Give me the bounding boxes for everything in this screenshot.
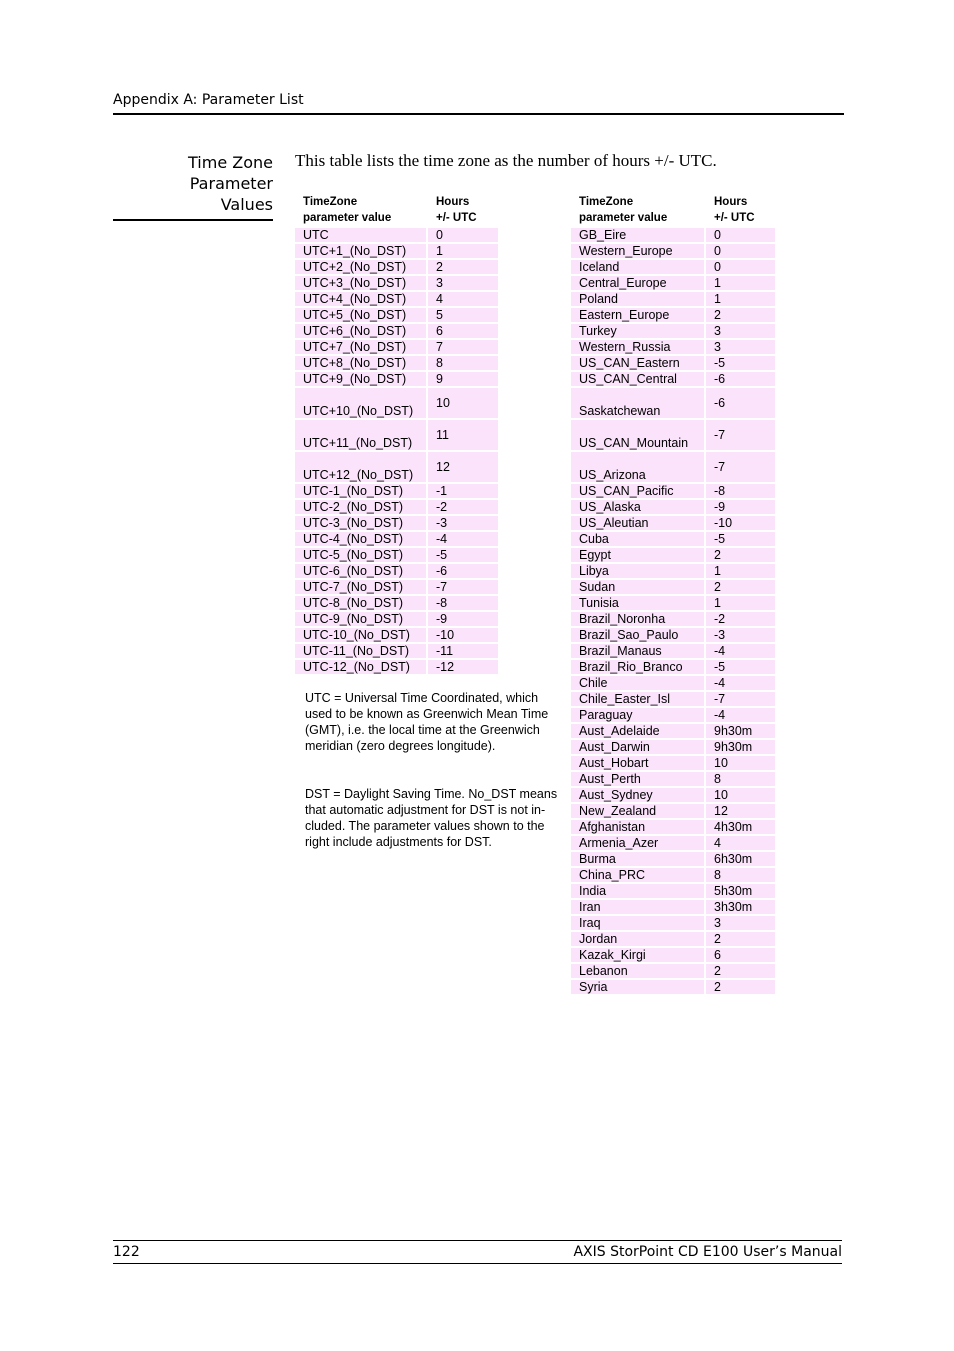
timezone-cell: Afghanistan [571, 820, 704, 834]
timezone-cell: Libya [571, 564, 704, 578]
table-row [295, 228, 498, 242]
table-row [295, 500, 498, 514]
table-row [571, 340, 775, 354]
hours-cell: 8 [428, 356, 498, 370]
hours-cell: -9 [706, 500, 775, 514]
hours-cell: -6 [428, 564, 498, 578]
hours-cell: -8 [706, 484, 775, 498]
hours-cell: 2 [706, 548, 775, 562]
table-row [571, 292, 775, 306]
table-row [571, 260, 775, 274]
table-row [295, 628, 498, 642]
table-body [295, 228, 498, 674]
timezone-cell: Lebanon [571, 964, 704, 978]
table-row [571, 820, 775, 834]
table-row [571, 852, 775, 866]
hours-cell: -4 [428, 532, 498, 546]
table-row [295, 548, 498, 562]
timezone-cell: Burma [571, 852, 704, 866]
hours-cell: 2 [706, 964, 775, 978]
table-row [295, 516, 498, 530]
timezone-cell: China_PRC [571, 868, 704, 882]
timezone-cell: Western_Europe [571, 244, 704, 258]
hours-cell: 3 [706, 340, 775, 354]
hours-cell: 10 [706, 756, 775, 770]
hours-cell: 12 [706, 804, 775, 818]
hours-cell: -3 [706, 628, 775, 642]
hours-cell: 2 [706, 932, 775, 946]
timezone-cell: UTC-11_(No_DST) [295, 644, 426, 658]
table-row [571, 596, 775, 610]
dst-note: DST = Daylight Saving Time. No_DST means that automatic adjustment for DST is not in-cluded. The parameter values shown to the right include adjustments for DST. [305, 787, 558, 849]
timezone-cell: Brazil_Noronha [571, 612, 704, 626]
hours-cell: -7 [428, 580, 498, 594]
hours-cell: 12 [428, 452, 498, 482]
hours-cell: 5h30m [706, 884, 775, 898]
timezone-cell: India [571, 884, 704, 898]
timezone-cell: Central_Europe [571, 276, 704, 290]
timezone-cell: US_CAN_Central [571, 372, 704, 386]
timezone-cell: UTC-9_(No_DST) [295, 612, 426, 626]
hours-cell: 9h30m [706, 724, 775, 738]
timezone-cell: Aust_Perth [571, 772, 704, 786]
hours-cell: -6 [706, 388, 775, 418]
timezone-cell: Aust_Darwin [571, 740, 704, 754]
table-row [571, 628, 775, 642]
hours-cell: -10 [706, 516, 775, 530]
col-header-hours: Hours +/- UTC [714, 196, 755, 224]
table-row [571, 724, 775, 738]
timezone-cell: UTC-12_(No_DST) [295, 660, 426, 674]
table-row [571, 772, 775, 786]
timezone-cell: UTC+11_(No_DST) [295, 420, 426, 450]
table-row [295, 660, 498, 674]
hours-cell: 8 [706, 772, 775, 786]
hours-cell: 1 [428, 244, 498, 258]
hours-cell: -7 [706, 692, 775, 706]
table-row [571, 644, 775, 658]
table-row [295, 420, 498, 450]
table-row [571, 516, 775, 530]
timezone-cell: Sudan [571, 580, 704, 594]
timezone-cell: UTC [295, 228, 426, 242]
timezone-cell: US_CAN_Pacific [571, 484, 704, 498]
table-row [571, 532, 775, 546]
hours-cell: 1 [706, 596, 775, 610]
timezone-cell: Chile [571, 676, 704, 690]
hours-cell: 4 [706, 836, 775, 850]
table-row [571, 484, 775, 498]
hours-cell: -4 [706, 708, 775, 722]
table-row [295, 356, 498, 370]
table-row [571, 964, 775, 978]
hours-cell: 10 [428, 388, 498, 418]
timezone-cell: US_CAN_Mountain [571, 420, 704, 450]
hours-cell: 7 [428, 340, 498, 354]
timezone-cell: UTC+6_(No_DST) [295, 324, 426, 338]
timezone-cell: UTC-4_(No_DST) [295, 532, 426, 546]
timezone-cell: US_CAN_Eastern [571, 356, 704, 370]
hours-cell: -7 [706, 452, 775, 482]
timezone-cell: Iraq [571, 916, 704, 930]
hours-cell: 0 [706, 228, 775, 242]
col-header-timezone: TimeZone parameter value [303, 196, 392, 224]
timezone-cell: Brazil_Manaus [571, 644, 704, 658]
hours-cell: -5 [706, 532, 775, 546]
section-title [113, 152, 273, 221]
timezone-cell: UTC-3_(No_DST) [295, 516, 426, 530]
timezone-cell: UTC+2_(No_DST) [295, 260, 426, 274]
timezone-cell: UTC+10_(No_DST) [295, 388, 426, 418]
hours-cell: -10 [428, 628, 498, 642]
hours-cell: -12 [428, 660, 498, 674]
timezone-cell: Turkey [571, 324, 704, 338]
table-row [571, 916, 775, 930]
timezone-cell: UTC-8_(No_DST) [295, 596, 426, 610]
timezone-cell: Cuba [571, 532, 704, 546]
table-row [295, 532, 498, 546]
page-footer [113, 1240, 842, 1264]
timezone-cell: New_Zealand [571, 804, 704, 818]
manual-title: AXIS StorPoint CD E100 User’s Manual [573, 1244, 842, 1260]
timezone-cell: US_Alaska [571, 500, 704, 514]
hours-cell: 3 [428, 276, 498, 290]
table-row [571, 612, 775, 626]
col-header-timezone: TimeZone parameter value [579, 196, 668, 224]
hours-cell: 2 [706, 580, 775, 594]
table-row [571, 756, 775, 770]
hours-cell: 8 [706, 868, 775, 882]
table-row [295, 452, 498, 482]
hours-cell: 6 [428, 324, 498, 338]
table-row [571, 980, 775, 994]
timezone-cell: Western_Russia [571, 340, 704, 354]
timezone-cell: UTC+1_(No_DST) [295, 244, 426, 258]
hours-cell: -4 [706, 676, 775, 690]
hours-cell: 1 [706, 564, 775, 578]
timezone-cell: US_Aleutian [571, 516, 704, 530]
table-row [571, 804, 775, 818]
hours-cell: 3 [706, 324, 775, 338]
table-row [295, 484, 498, 498]
hours-cell: 0 [706, 260, 775, 274]
table-row [571, 868, 775, 882]
timezone-cell: Brazil_Sao_Paulo [571, 628, 704, 642]
hours-cell: 4h30m [706, 820, 775, 834]
timezone-cell: Brazil_Rio_Branco [571, 660, 704, 674]
hours-cell: 0 [706, 244, 775, 258]
table-row [295, 612, 498, 626]
hours-cell: -7 [706, 420, 775, 450]
hours-cell: 0 [428, 228, 498, 242]
timezone-cell: Aust_Hobart [571, 756, 704, 770]
table-row [571, 932, 775, 946]
table-row [571, 836, 775, 850]
utc-note: UTC = Universal Time Coordinated, which used to be known as Greenwich Mean Time (GMT), i.e. the local time at the Greenwich meridian (zero degrees longitude). [305, 691, 549, 753]
timezone-cell: UTC-6_(No_DST) [295, 564, 426, 578]
table-row [571, 324, 775, 338]
table-row [571, 276, 775, 290]
timezone-cell: Aust_Sydney [571, 788, 704, 802]
hours-cell: 3h30m [706, 900, 775, 914]
table-row [571, 884, 775, 898]
hours-cell: -5 [706, 356, 775, 370]
hours-cell: 2 [428, 260, 498, 274]
table-row [295, 244, 498, 258]
table-row [571, 420, 775, 450]
hours-cell: 6 [706, 948, 775, 962]
hours-cell: 9 [428, 372, 498, 386]
hours-cell: -5 [428, 548, 498, 562]
timezone-cell: Aust_Adelaide [571, 724, 704, 738]
timezone-cell: UTC+4_(No_DST) [295, 292, 426, 306]
timezone-cell: Paraguay [571, 708, 704, 722]
running-header [113, 92, 844, 115]
page-number: 122 [113, 1244, 140, 1260]
timezone-cell: UTC-7_(No_DST) [295, 580, 426, 594]
hours-cell: -2 [706, 612, 775, 626]
timezone-cell: UTC+5_(No_DST) [295, 308, 426, 322]
timezone-cell: Eastern_Europe [571, 308, 704, 322]
table-row [295, 308, 498, 322]
table-row [571, 500, 775, 514]
intro-text: This table lists the time zone as the number of hours +/- UTC. [295, 151, 717, 170]
hours-cell: 3 [706, 916, 775, 930]
timezone-cell: UTC+3_(No_DST) [295, 276, 426, 290]
timezone-cell: Syria [571, 980, 704, 994]
table-row [571, 356, 775, 370]
table-row [571, 788, 775, 802]
timezone-table-left [293, 192, 500, 676]
timezone-cell: Kazak_Kirgi [571, 948, 704, 962]
table-row [295, 292, 498, 306]
hours-cell: -3 [428, 516, 498, 530]
hours-cell: 6h30m [706, 852, 775, 866]
table-row [571, 388, 775, 418]
table-row [295, 276, 498, 290]
section-title-line-1: Time Zone Parameter [188, 153, 273, 193]
hours-cell: 9h30m [706, 740, 775, 754]
timezone-cell: UTC+7_(No_DST) [295, 340, 426, 354]
table-row [295, 580, 498, 594]
hours-cell: -6 [706, 372, 775, 386]
hours-cell: 1 [706, 292, 775, 306]
table-header-row [571, 194, 775, 226]
hours-cell: -4 [706, 644, 775, 658]
hours-cell: -8 [428, 596, 498, 610]
running-title: Appendix A: Parameter List [113, 92, 304, 108]
table-row [571, 548, 775, 562]
timezone-cell: Jordan [571, 932, 704, 946]
timezone-table-right [569, 192, 777, 996]
table-row [571, 708, 775, 722]
hours-cell: -2 [428, 500, 498, 514]
timezone-cell: Tunisia [571, 596, 704, 610]
timezone-cell: Poland [571, 292, 704, 306]
hours-cell: -11 [428, 644, 498, 658]
table-row [295, 388, 498, 418]
timezone-cell: US_Arizona [571, 452, 704, 482]
table-row [571, 948, 775, 962]
hours-cell: -5 [706, 660, 775, 674]
table-row [295, 260, 498, 274]
table-row [571, 308, 775, 322]
table-row [571, 372, 775, 386]
timezone-cell: UTC-2_(No_DST) [295, 500, 426, 514]
hours-cell: 11 [428, 420, 498, 450]
timezone-cell: UTC+8_(No_DST) [295, 356, 426, 370]
hours-cell: -1 [428, 484, 498, 498]
table-row [571, 244, 775, 258]
table-row [571, 228, 775, 242]
timezone-cell: Armenia_Azer [571, 836, 704, 850]
table-row [571, 692, 775, 706]
table-row [571, 452, 775, 482]
timezone-cell: UTC+12_(No_DST) [295, 452, 426, 482]
table-header-row [295, 194, 498, 226]
timezone-cell: GB_Eire [571, 228, 704, 242]
table-row [295, 324, 498, 338]
col-header-hours: Hours +/- UTC [436, 196, 477, 224]
table-row [295, 644, 498, 658]
timezone-cell: Chile_Easter_Isl [571, 692, 704, 706]
timezone-cell: Saskatchewan [571, 388, 704, 418]
timezone-cell: Egypt [571, 548, 704, 562]
timezone-cell: UTC-5_(No_DST) [295, 548, 426, 562]
table-row [571, 900, 775, 914]
table-body [571, 228, 775, 994]
table-row [571, 564, 775, 578]
hours-cell: 5 [428, 308, 498, 322]
timezone-cell: Iceland [571, 260, 704, 274]
timezone-cell: UTC+9_(No_DST) [295, 372, 426, 386]
timezone-cell: UTC-10_(No_DST) [295, 628, 426, 642]
hours-cell: -9 [428, 612, 498, 626]
hours-cell: 2 [706, 980, 775, 994]
table-row [295, 372, 498, 386]
section-title-line-2: Values [220, 195, 273, 214]
hours-cell: 4 [428, 292, 498, 306]
table-row [295, 596, 498, 610]
hours-cell: 10 [706, 788, 775, 802]
table-row [295, 340, 498, 354]
table-row [571, 676, 775, 690]
timezone-cell: UTC-1_(No_DST) [295, 484, 426, 498]
table-row [571, 660, 775, 674]
table-row [571, 580, 775, 594]
hours-cell: 2 [706, 308, 775, 322]
timezone-cell: Iran [571, 900, 704, 914]
hours-cell: 1 [706, 276, 775, 290]
table-row [295, 564, 498, 578]
table-row [571, 740, 775, 754]
